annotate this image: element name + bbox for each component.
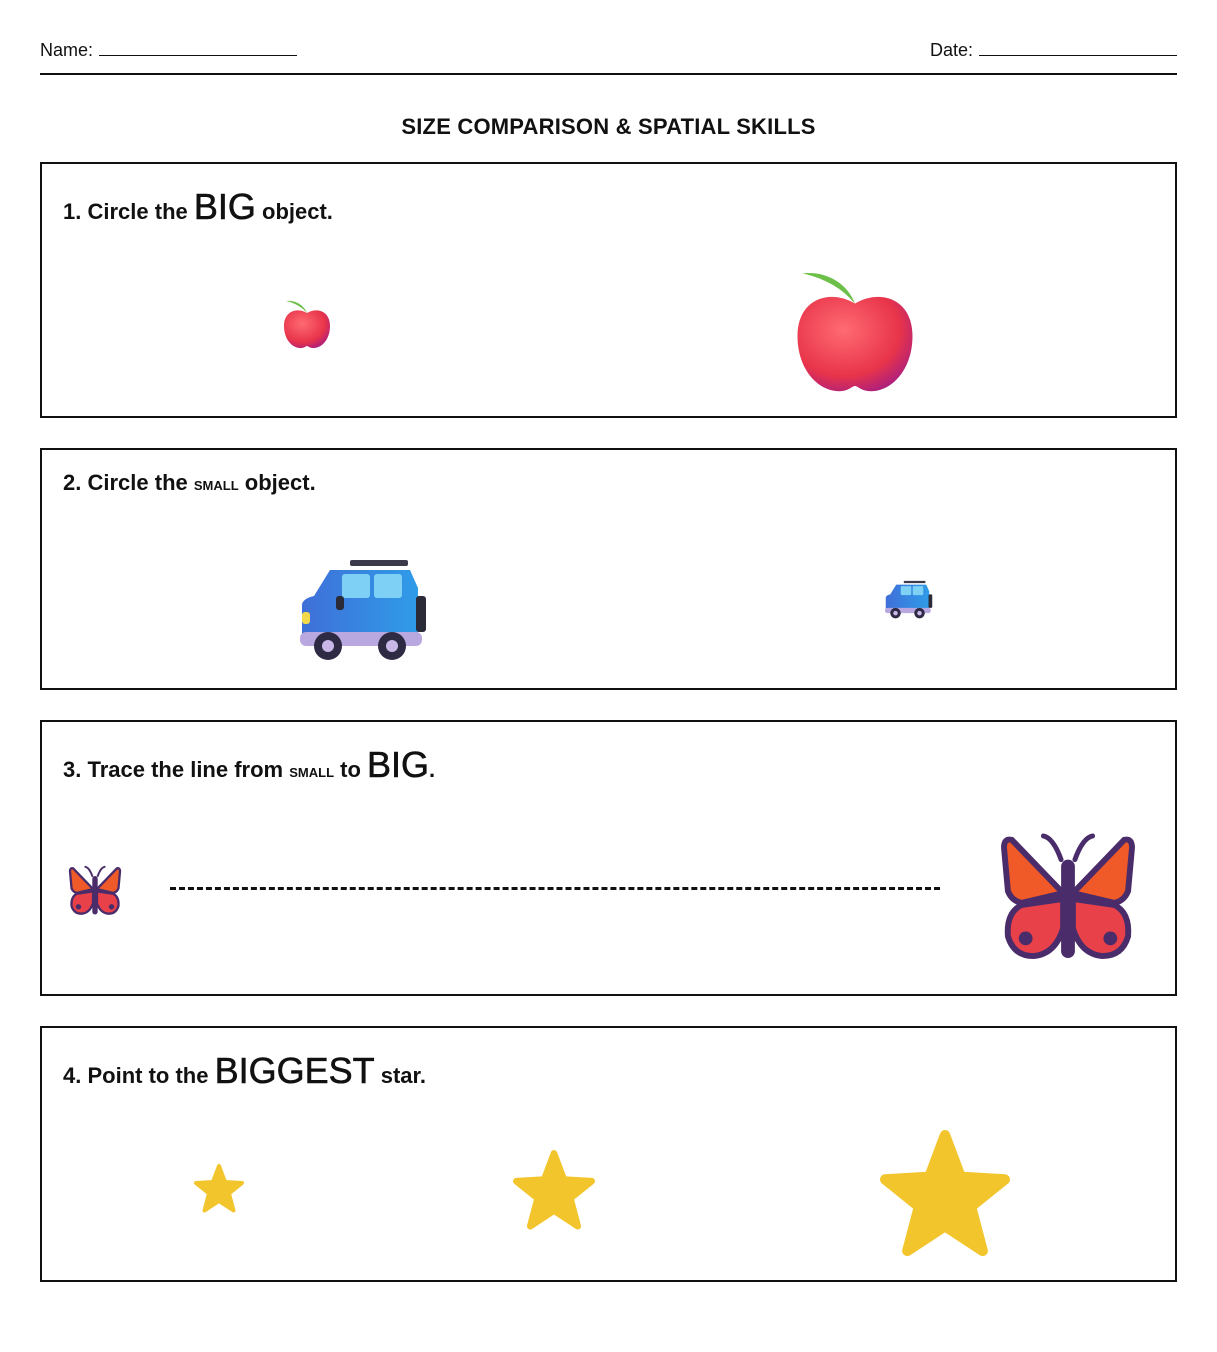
big-car-icon[interactable] [300,558,428,664]
question-number: 1. [63,199,82,224]
question-suffix: object. [244,470,316,495]
question-suffix: star. [380,1063,427,1088]
trace-dashed-line[interactable] [170,887,940,890]
question-4-box [40,1026,1177,1282]
big-butterfly-icon[interactable] [1004,834,1132,962]
big-apple-icon[interactable] [790,266,920,396]
emphasis-big: BIG [367,744,430,785]
date-blank-line[interactable] [979,41,1177,56]
name-label: Name: [40,40,94,60]
question-2-text [63,470,316,496]
question-prefix: Point to the [87,1063,209,1088]
question-middle: to [340,757,361,782]
small-star-icon[interactable] [194,1164,244,1214]
big-star-icon[interactable] [880,1130,1010,1260]
medium-star-icon[interactable] [513,1150,595,1232]
emphasis-small: small [289,761,335,781]
name-blank-line[interactable] [99,41,297,56]
question-number: 3. [63,757,82,782]
question-4-text [63,1050,426,1092]
date-field [930,40,1177,61]
question-1-text [63,186,333,228]
small-apple-icon[interactable] [282,298,332,350]
question-1-box [40,162,1177,418]
question-prefix: Trace the line from [87,757,284,782]
question-3-text [63,744,435,786]
small-butterfly-icon[interactable] [70,866,120,916]
question-number: 4. [63,1063,82,1088]
worksheet-title: SIZE COMPARISON & SPATIAL SKILLS [401,114,816,139]
worksheet-header [40,36,1177,75]
name-field [40,40,297,61]
question-2-box [40,448,1177,690]
question-suffix: object. [262,199,333,224]
emphasis-big: BIG [193,186,256,227]
question-suffix: . [429,757,436,782]
question-3-box [40,720,1177,996]
question-prefix: Circle the [87,199,188,224]
emphasis-biggest: BIGGEST [214,1050,375,1091]
question-number: 2. [63,470,82,495]
emphasis-small: small [193,474,239,494]
question-prefix: Circle the [87,470,188,495]
date-label: Date: [929,40,973,60]
small-car-icon[interactable] [885,580,933,620]
